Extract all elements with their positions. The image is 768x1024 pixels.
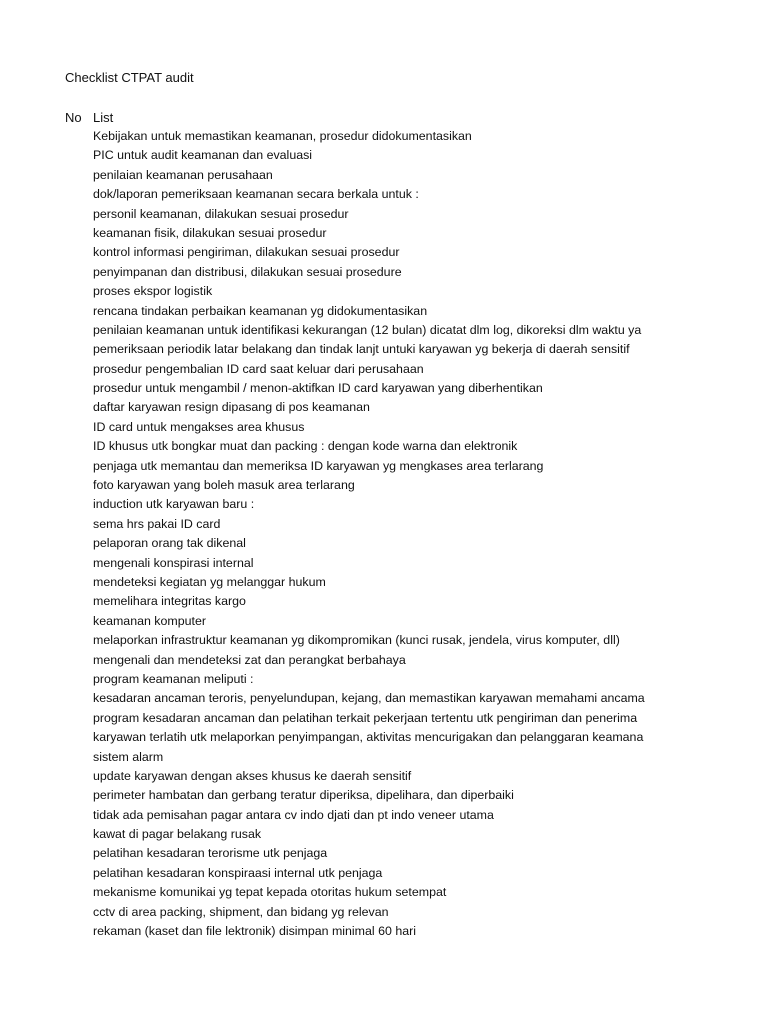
column-header-no: No bbox=[65, 110, 82, 125]
column-header-list: List bbox=[93, 110, 114, 125]
checklist-item: dok/laporan pemeriksaan keamanan secara berkala untuk : bbox=[93, 187, 419, 202]
checklist-item: kontrol informasi pengiriman, dilakukan sesuai prosedur bbox=[93, 245, 400, 260]
checklist-item: rencana tindakan perbaikan keamanan yg didokumentasikan bbox=[93, 303, 428, 318]
checklist-item: tidak ada pemisahan pagar antara cv indo djati dan pt indo veneer utama bbox=[93, 807, 494, 822]
checklist-item: daftar karyawan resign dipasang di pos keamanan bbox=[93, 400, 370, 415]
checklist-item: perimeter hambatan dan gerbang teratur diperiksa, dipelihara, dan diperbaiki bbox=[93, 788, 514, 803]
checklist-item: sema hrs pakai ID card bbox=[93, 516, 221, 531]
checklist-item: penjaga utk memantau dan memeriksa ID karyawan yg mengkases area terlarang bbox=[93, 458, 544, 473]
checklist-item: personil keamanan, dilakukan sesuai prosedur bbox=[93, 206, 349, 221]
checklist-item: rekaman (kaset dan file lektronik) disimpan minimal 60 hari bbox=[93, 924, 416, 939]
checklist-item: induction utk karyawan baru : bbox=[93, 497, 255, 512]
document-title: Checklist CTPAT audit bbox=[65, 70, 194, 85]
checklist-item: mekanisme komunikai yg tepat kepada otoritas hukum setempat bbox=[93, 885, 447, 900]
checklist-item: pemeriksaan periodik latar belakang dan tindak lanjt untuki karyawan yg bekerja di daerah sensitif bbox=[93, 342, 630, 357]
checklist-item: prosedur untuk mengambil / menon-aktifkan ID card karyawan yang diberhentikan bbox=[93, 381, 543, 396]
checklist-items bbox=[93, 127, 657, 941]
checklist-item: karyawan terlatih utk melaporkan penyimpangan, aktivitas mencurigakan dan pelanggaran keamana bbox=[93, 730, 644, 745]
checklist-item: keamanan komputer bbox=[93, 613, 206, 628]
checklist-item: PIC untuk audit keamanan dan evaluasi bbox=[93, 148, 313, 163]
checklist-item: memelihara integritas kargo bbox=[93, 594, 246, 609]
checklist-item: penilaian keamanan perusahaan bbox=[93, 167, 273, 182]
checklist-item: pelatihan kesadaran konspiraasi internal utk penjaga bbox=[93, 865, 383, 880]
checklist-item: mengenali konspirasi internal bbox=[93, 555, 254, 570]
checklist-item: cctv di area packing, shipment, dan bidang yg relevan bbox=[93, 904, 389, 919]
checklist-item: prosedur pengembalian ID card saat keluar dari perusahaan bbox=[93, 361, 424, 376]
checklist-item: penyimpanan dan distribusi, dilakukan sesuai prosedure bbox=[93, 264, 402, 279]
checklist-item: mengenali dan mendeteksi zat dan perangkat berbahaya bbox=[93, 652, 406, 667]
checklist-item: program keamanan meliputi : bbox=[93, 671, 254, 686]
checklist-item: kesadaran ancaman teroris, penyelundupan, kejang, dan memastikan karyawan memahami ancama bbox=[93, 691, 645, 706]
checklist-item: kawat di pagar belakang rusak bbox=[93, 827, 262, 842]
checklist-item: keamanan fisik, dilakukan sesuai prosedur bbox=[93, 225, 327, 240]
checklist-item: melaporkan infrastruktur keamanan yg dikompromikan (kunci rusak, jendela, virus komputer, dll) bbox=[93, 633, 620, 648]
checklist-item: program kesadaran ancaman dan pelatihan terkait pekerjaan tertentu utk pengiriman dan penerima bbox=[93, 710, 638, 725]
checklist-item: ID khusus utk bongkar muat dan packing : dengan kode warna dan elektronik bbox=[93, 439, 518, 454]
checklist-item: ID card untuk mengakses area khusus bbox=[93, 419, 305, 434]
checklist-item: foto karyawan yang boleh masuk area terlarang bbox=[93, 478, 355, 493]
checklist-item: sistem alarm bbox=[93, 749, 164, 764]
checklist-item: proses ekspor logistik bbox=[93, 284, 213, 299]
checklist-item: Kebijakan untuk memastikan keamanan, prosedur didokumentasikan bbox=[93, 129, 472, 143]
checklist-item: mendeteksi kegiatan yg melanggar hukum bbox=[93, 574, 326, 589]
checklist-item: penilaian keamanan untuk identifikasi kekurangan (12 bulan) dicatat dlm log, dikoreksi dlm waktu ya bbox=[93, 322, 642, 337]
checklist-item: pelaporan orang tak dikenal bbox=[93, 536, 246, 551]
checklist-item: pelatihan kesadaran terorisme utk penjaga bbox=[93, 846, 328, 861]
checklist-item: update karyawan dengan akses khusus ke daerah sensitif bbox=[93, 768, 412, 783]
